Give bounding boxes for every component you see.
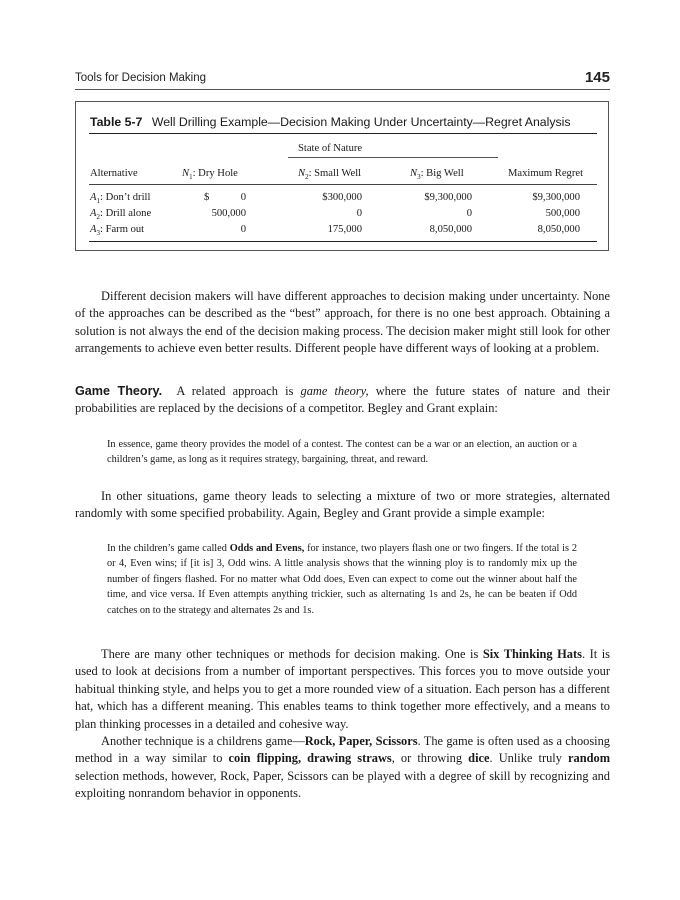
running-title: Tools for Decision Making (75, 72, 207, 84)
row-dollar-sign: $ (204, 192, 210, 203)
row-small-well: 175,000 (327, 224, 362, 235)
block-quote-odds-evens: In the children’s game called Odds and Evens, for instance, two players flash one or two fingers. If the total is 2 or 4, Even wins; if [it is] 3, Odd wins. A little analysis shows that the winning ploy is to randomly mix up the number of fingers flashed. For no matter what Odd does, Even can expect to come out the winner about half the time, and vice versa. If Even attempts anything trickier, such as alternating 1s and 2s, he can be beaten if Odd catches on to the strategy and alternates 2s and 1s. (107, 543, 577, 616)
paragraph-approaches: Different decision makers will have different approaches to decision making under uncertainty. None of the approaches can be described as the “best” approach, for there is no one best approach. Obtaining a solution is not always the end of the decision making process. The decision maker might still look for other arrangements to achieve even better results. Different people have different ways of looking at a problem. (75, 289, 610, 356)
block-quote-game-theory: In essence, game theory provides the model of a contest. The contest can be a war or an election, an auction or a children’s game, as long as it requires strategy, bargaining, threat, and reward. (107, 439, 577, 466)
state-of-nature-rule (288, 157, 498, 158)
paragraph-mixed-strategies: In other situations, game theory leads to selecting a mixture of two or more strategies, alternated randomly with some specified probability. Again, Begley and Grant provide a simple example: (75, 489, 610, 521)
paragraph-six-thinking-hats: There are many other techniques or methods for decision making. One is Six Thinking Hats. It is used to look at decisions from a number of important perspectives. This forces you to move outside your habitual thinking style, and helps you to get a more rounded view of a situation. Each person has a different hat, which has a different meaning. This enables teams to think together more effectively, and a means to plan thinking processes in a detailed and cohesive way. Another technique is a childrens game—Rock, Paper, Scissors. The game is often used as a choosing method in a way similar to coin flipping, drawing straws, or throwing dice. Unlike truly random selection methods, however, Rock, Paper, Scissors can be played with a degree of skill by recognizing and exploiting nonrandom behavior in opponents. (75, 647, 611, 801)
row-alternative: $A_2$: Drill alone (90, 208, 152, 222)
table-title: Well Drilling Example—Decision Making Under Uncertainty—Regret Analysis (151, 115, 571, 129)
row-dry-hole: 0 (240, 224, 246, 235)
table-top-rule (89, 133, 597, 134)
col-alternative: Alternative (90, 168, 138, 179)
table-caption (90, 115, 600, 129)
row-dry-hole: 0 (240, 192, 246, 203)
row-max-regret: 8,050,000 (537, 224, 580, 235)
table-bottom-rule (89, 241, 597, 242)
regret-analysis-table (75, 101, 609, 251)
row-dry-hole: 500,000 (211, 208, 246, 219)
row-max-regret: 500,000 (545, 208, 580, 219)
row-big-well: $9,300,000 (424, 192, 472, 203)
col-big-well: $N_3$: Big Well (410, 168, 464, 182)
col-dry-hole: $N_1$: Dry Hole (182, 168, 238, 182)
row-alternative: $A_1$: Don’t drill (90, 192, 151, 206)
col-small-well: $N_2$: Small Well (298, 168, 362, 182)
header-rule (75, 89, 610, 90)
row-small-well: $300,000 (322, 192, 362, 203)
running-header (75, 69, 610, 88)
row-alternative: $A_3$: Farm out (90, 224, 145, 238)
row-max-regret: $9,300,000 (532, 192, 580, 203)
table-label: Table 5-7 (90, 115, 143, 129)
row-big-well: 8,050,000 (429, 224, 472, 235)
paragraph-game-theory: Game Theory. A related approach is game theory, where the future states of nature and their probabilities are replaced by the decisions of a competitor. Begley and Grant explain: (75, 384, 610, 416)
page-number: 145 (584, 69, 610, 86)
row-small-well: 0 (356, 208, 362, 219)
col-maximum-regret: Maximum Regret (508, 168, 584, 179)
row-big-well: 0 (466, 208, 472, 219)
table-header-rule (89, 184, 597, 185)
game-theory-heading: Game Theory. (75, 384, 163, 398)
state-of-nature-label: State of Nature (298, 143, 363, 154)
